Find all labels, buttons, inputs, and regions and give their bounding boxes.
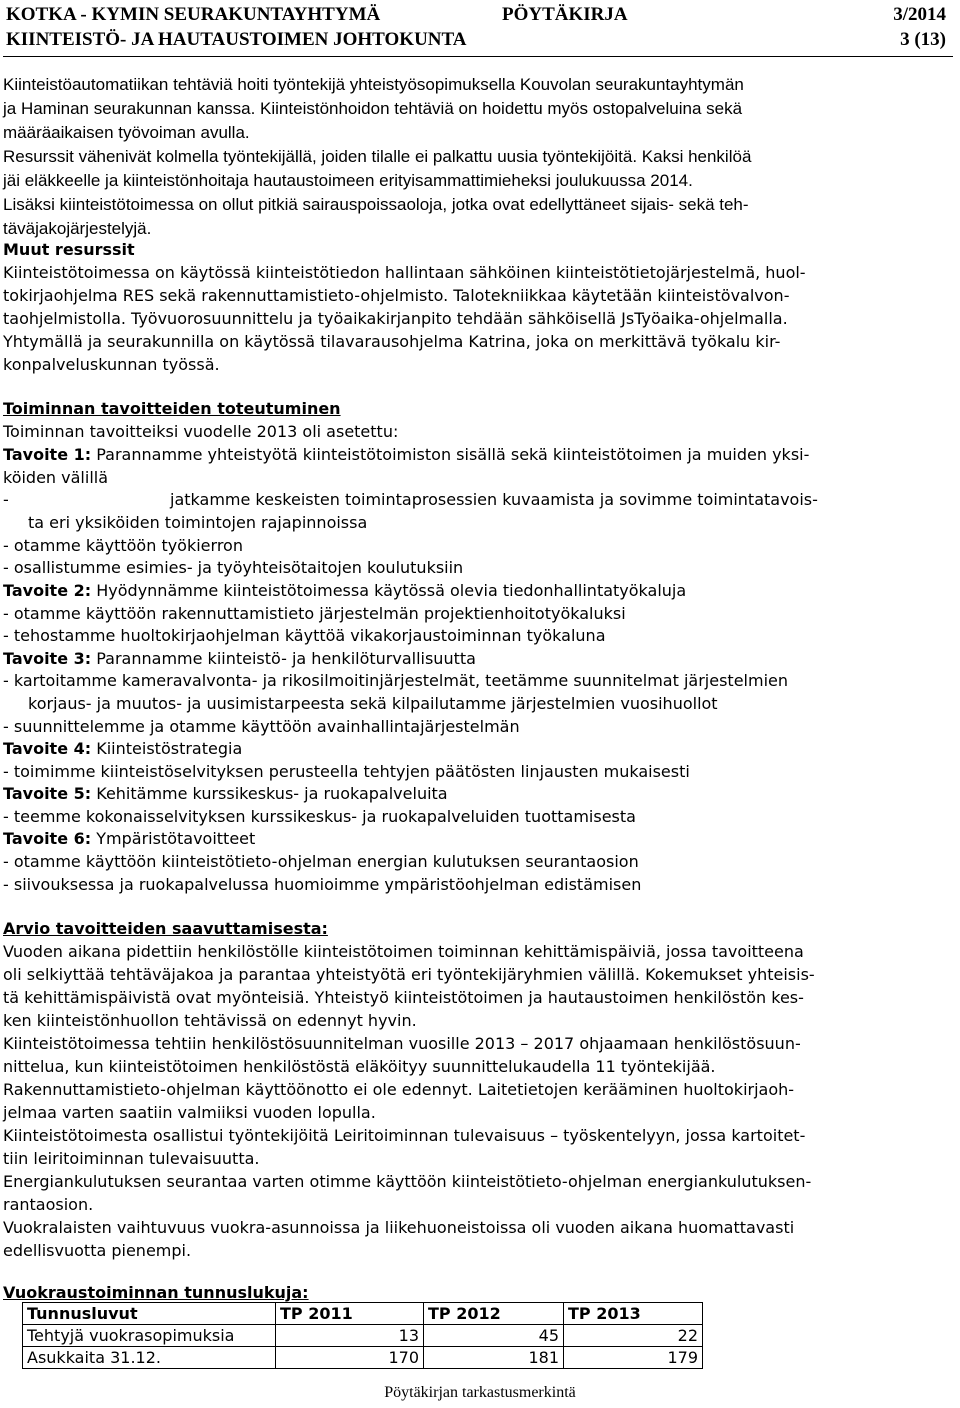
table-cell: 179	[564, 1347, 703, 1369]
tunnusluvut-table	[22, 1302, 703, 1369]
column-header: TP 2011	[276, 1303, 424, 1325]
column-header: TP 2012	[424, 1303, 564, 1325]
arvio-line: oli selkiyttää tehtäväjakoa ja parantaa yhteistyötä eri työntekijäryhmien välillä. Kokemukset yhteisis-	[3, 965, 815, 984]
tavoite-5	[3, 783, 448, 804]
table-cell: 181	[424, 1347, 564, 1369]
column-header: TP 2013	[564, 1303, 703, 1325]
table-cell: 22	[564, 1325, 703, 1347]
intro-line: Kiinteistöautomatiikan tehtäviä hoiti työntekijä yhteistyösopimuksella Kouvolan seurakuntayhtymän	[3, 75, 744, 94]
tavoite-1	[3, 444, 809, 465]
arvio-line: Energiankulutuksen seurantaa varten otimme käyttöön kiinteistötieto-ohjelman energiankulutuksen-	[3, 1172, 812, 1191]
page-number: 3 (13)	[900, 29, 946, 50]
header-rule	[3, 56, 953, 57]
tavoite-4	[3, 738, 242, 759]
document-number: 3/2014	[893, 4, 946, 25]
intro-line: määräaikaisen työvoiman avulla.	[3, 123, 250, 142]
tavoite-3-text: Parannamme kiinteistö- ja henkilöturvallisuutta	[91, 649, 476, 668]
bullet-item: - siivouksessa ja ruokapalvelussa huomioimme ympäristöohjelman edistämisen	[3, 875, 642, 894]
section-heading-toiminta: Toiminnan tavoitteiden toteutuminen	[3, 399, 341, 418]
committee-name: KIINTEISTÖ- JA HAUTAUSTOIMEN JOHTOKUNTA	[6, 29, 467, 50]
header-line-2	[6, 27, 946, 53]
org-name: KOTKA - KYMIN SEURAKUNTAYHTYMÄ	[6, 4, 381, 25]
bullet-item: - otamme käyttöön rakennuttamistieto järjestelmän projektienhoitotyökaluksi	[3, 604, 626, 623]
bullet-item: - otamme käyttöön kiinteistötieto-ohjelman energian kulutuksen seurantaosion	[3, 852, 639, 871]
tavoite-2-text: Hyödynnämme kiinteistötoimessa käytössä olevia tiedonhallintatyökaluja	[91, 581, 687, 600]
bullet-item: - otamme käyttöön työkierron	[3, 536, 243, 555]
tavoite-1-cont: köiden välillä	[3, 468, 109, 487]
arvio-line: Rakennuttamistieto-ohjelman käyttöönotto ei ole edennyt. Laitetietojen kerääminen huoltokirjaoh-	[3, 1080, 795, 1099]
row-label: Asukkaita 31.12.	[23, 1347, 276, 1369]
tavoite-6-label: Tavoite 6:	[3, 829, 92, 848]
bullet-item: - osallistumme esimies- ja työyhteisötaitojen koulutuksiin	[3, 558, 464, 577]
section-heading-muut-resurssit: Muut resurssit	[3, 240, 135, 259]
toiminta-intro: Toiminnan tavoitteiksi vuodelle 2013 oli asetettu:	[3, 422, 399, 441]
muut-line: Kiinteistötoimessa on käytössä kiinteistötiedon hallintaan sähköinen kiinteistötietojärjestelmä, huol-	[3, 263, 806, 282]
tavoite-2-label: Tavoite 2:	[3, 581, 92, 600]
row-label: Tehtyjä vuokrasopimuksia	[23, 1325, 276, 1347]
header-line-1	[6, 2, 946, 28]
intro-line: ja Haminan seurakunnan kanssa. Kiinteistönhoidon tehtäviä on hoidettu myös ostopalveluina sekä	[3, 99, 743, 118]
footer-review-note: Pöytäkirjan tarkastusmerkintä	[384, 1384, 576, 1401]
arvio-line: edellisvuotta pienempi.	[3, 1241, 192, 1260]
intro-line: täväjakojärjestelyjä.	[3, 219, 152, 238]
arvio-line: Vuokralaisten vaihtuvuus vuokra-asunnoissa ja liikehuoneistoissa oli vuoden aikana huomattavasti	[3, 1218, 795, 1237]
table-cell: 13	[276, 1325, 424, 1347]
tavoite-3	[3, 648, 476, 669]
tavoite-6	[3, 828, 255, 849]
muut-line: taohjelmistolla. Työvuorosuunnittelu ja työaikakirjanpito tehdään sähköisellä JsTyöaika-ohjelmalla.	[3, 309, 788, 328]
bullet-item: - toimimme kiinteistöselvityksen perusteella tehtyjen päätösten linjausten mukaisesti	[3, 762, 690, 781]
arvio-line: jelmaa varten saatiin valmiiksi vuoden lopulla.	[3, 1103, 376, 1122]
bullet-item: - teemme kokonaisselvityksen kurssikeskus- ja ruokapalveluiden tuottamisesta	[3, 807, 636, 826]
arvio-line: nittelua, kun kiinteistötoimen henkilöstöstä eläköityy suunnittelukaudella 11 työntekijää.	[3, 1057, 716, 1076]
muut-line: tokirjaohjelma RES sekä rakennuttamistieto-ohjelmisto. Talotekniikkaa käytetään kiinteistövalvon-	[3, 286, 790, 305]
section-heading-arvio: Arvio tavoitteiden saavuttamisesta:	[3, 919, 328, 938]
section-heading-tunnusluvut: Vuokraustoiminnan tunnuslukuja:	[3, 1283, 309, 1302]
arvio-line: rantaosion.	[3, 1195, 94, 1214]
arvio-line: Vuoden aikana pidettiin henkilöstölle kiinteistötoimen toiminnan kehittämispäiviä, jossa tavoitteena	[3, 942, 804, 961]
bullet-dash: -	[3, 490, 9, 509]
tavoite-1-text: Parannamme yhteistyötä kiinteistötoimiston sisällä sekä kiinteistötoimen ja muiden yksi-	[91, 445, 810, 464]
arvio-line: Kiinteistötoimesta osallistui työntekijöitä Leiritoiminnan tulevaisuus – työskentelyyn, jossa kartoitet-	[3, 1126, 806, 1145]
bullet-item: - kartoitamme kameravalvonta- ja rikosilmoitinjärjestelmät, teetämme suunnitelmat järjestelmien	[3, 671, 788, 690]
intro-line: Lisäksi kiinteistötoimessa on ollut pitkiä sairauspoissaoloja, jotka ovat edellyttäneet sijais- sekä teh-	[3, 195, 749, 214]
bullet-text: jatkamme keskeisten toimintaprosessien kuvaamista ja sovimme toimintatavois-	[170, 490, 818, 509]
intro-line: jäi eläkkeelle ja kiinteistönhoitaja hautaustoimeen erityisammattimieheksi joulukuussa 2014.	[3, 171, 693, 190]
tavoite-2	[3, 580, 686, 601]
arvio-line: ken kiinteistönhuollon tehtävissä on edennyt hyvin.	[3, 1011, 417, 1030]
bullet-item: - suunnittelemme ja otamme käyttöön avainhallintajärjestelmän	[3, 717, 520, 736]
table-header-row	[23, 1303, 703, 1325]
tavoite-4-label: Tavoite 4:	[3, 739, 92, 758]
arvio-line: tiin leiritoiminnan tulevaisuutta.	[3, 1149, 260, 1168]
muut-line: Yhtymällä ja seurakunnilla on käytössä tilavarausohjelma Katrina, joka on merkittävä työkalu kir-	[3, 332, 781, 351]
table-cell: 45	[424, 1325, 564, 1347]
table-row	[23, 1325, 703, 1347]
bullet-text-cont: ta eri yksiköiden toimintojen rajapinnoissa	[28, 513, 368, 532]
tavoite-5-text: Kehitämme kurssikeskus- ja ruokapalveluita	[91, 784, 448, 803]
tavoite-5-label: Tavoite 5:	[3, 784, 92, 803]
bullet-item: - tehostamme huoltokirjaohjelman käyttöä vikakorjaustoiminnan työkaluna	[3, 626, 606, 645]
tavoite-6-text: Ympäristötavoitteet	[91, 829, 256, 848]
table-cell: 170	[276, 1347, 424, 1369]
bullet-text-cont: korjaus- ja muutos- ja uusimistarpeesta sekä kilpailutamme järjestelmien vuosihuollot	[28, 694, 718, 713]
tavoite-4-text: Kiinteistöstrategia	[91, 739, 243, 758]
table-row	[23, 1347, 703, 1369]
tavoite-1-label: Tavoite 1:	[3, 445, 92, 464]
arvio-line: tä kehittämispäivistä ovat myönteisiä. Yhteistyö kiinteistötoimen ja hautaustoimen henkilöstön kes-	[3, 988, 804, 1007]
tavoite-3-label: Tavoite 3:	[3, 649, 92, 668]
document-type: PÖYTÄKIRJA	[502, 4, 628, 25]
intro-line: Resurssit vähenivät kolmella työntekijällä, joiden tilalle ei palkattu uusia työntekijöitä. Kaksi henkilöä	[3, 147, 752, 166]
muut-line: konpalveluskunnan työssä.	[3, 355, 220, 374]
column-header: Tunnusluvut	[23, 1303, 276, 1325]
arvio-line: Kiinteistötoimessa tehtiin henkilöstösuunnitelman vuosille 2013 – 2017 ohjaamaan henkilöstösuun-	[3, 1034, 801, 1053]
